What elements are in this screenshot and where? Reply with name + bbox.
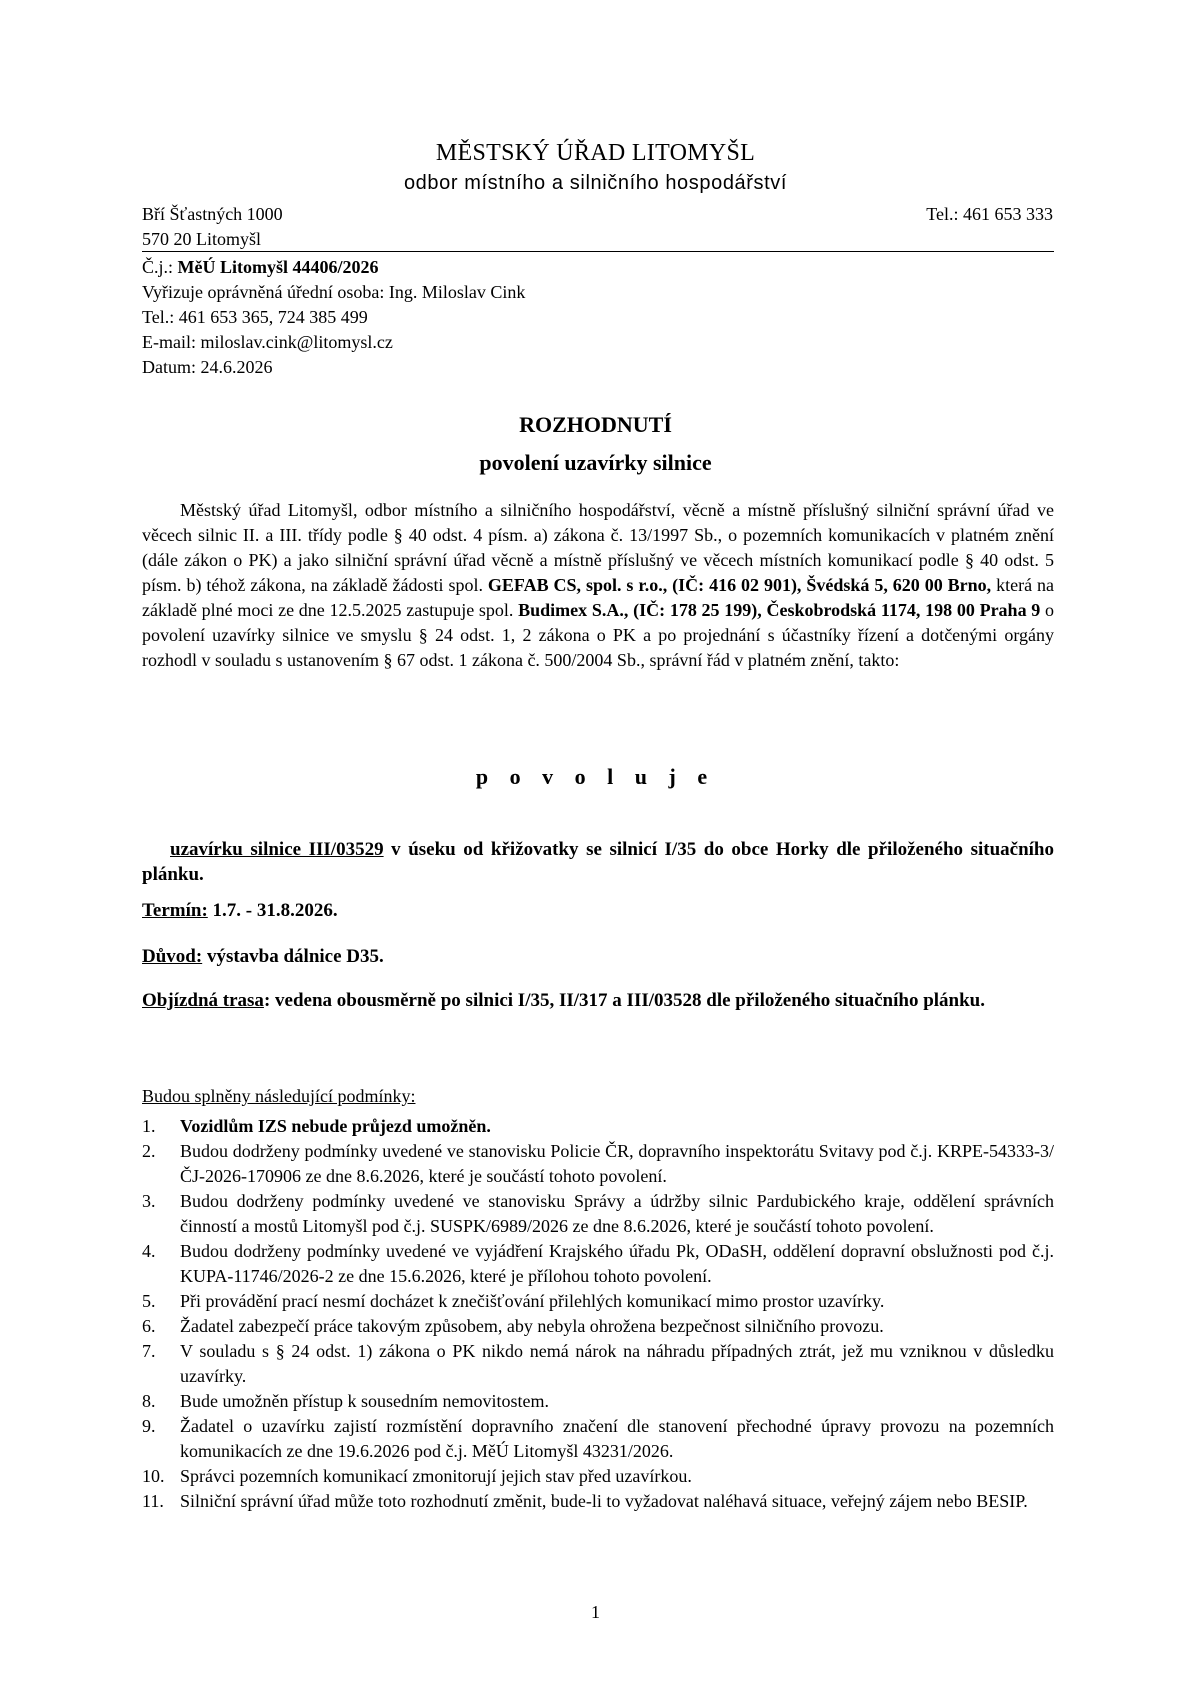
intro-text-1: Městský úřad Litomyšl, odbor místního a silničního hospodářství, věcně a místně příslušný silniční správní úřad ve věcech silnic II. a III. třídy podle § 40 odst. 4 písm. a) zákona č. 13/1997 Sb., o pozemních komunikacích v platném znění (dále zákon o PK) a jako silniční správní úřad věcně a místně příslušný ve věcech místních komunikací podle § 40 odst. 5 písm. b) téhož zákona, na základě žádosti spol.: [142, 500, 1054, 595]
address-city: 570 20 Litomyšl: [142, 229, 262, 249]
header-divider: [142, 251, 1054, 252]
represented-company: Budimex S.A., (IČ: 178 25 199), Českobrodská 1174, 198 00 Praha 9: [518, 600, 1041, 620]
condition-number: 9.: [142, 1416, 156, 1436]
address-street: Bří Šťastných 1000: [142, 204, 283, 224]
handler-email: E-mail: miloslav.cink@litomysl.cz: [142, 332, 393, 352]
office-name: MĚSTSKÝ ÚŘAD LITOMYŠL: [435, 140, 756, 166]
term-value: 1.7. - 31.8.2026.: [207, 900, 338, 921]
condition-item: [142, 1314, 1054, 1339]
condition-item: [142, 1464, 1054, 1489]
detour-value: : vedena obousměrně po silnici I/35, II/317 a III/03528 dle přiloženého situačního plánku.: [263, 990, 985, 1011]
verdict: p o v o l u j e: [475, 764, 716, 789]
closure-statement: [142, 837, 1054, 887]
intro-text-3: o povolení uzavírky silnice ve smyslu § 24 odst. 1, 2 zákona o PK a po projednání s účastníky řízení a dotčenými orgány rozhodl v souladu s ustanovením § 67 odst. 1 zákona č. 500/2004 Sb., správní řád v platném znění, takto:: [142, 600, 1055, 670]
condition-number: 1.: [142, 1116, 156, 1136]
condition-item: [142, 1289, 1054, 1314]
condition-item: [142, 1114, 1054, 1139]
decision-title: ROZHODNUTÍ: [519, 412, 672, 437]
reference-number: [142, 255, 525, 280]
condition-text: Žadatel o uzavírku zajistí rozmístění dopravního značení dle stanovení přechodné úpravy provozu na pozemních komunikacích ze dne 19.6.2026 pod č.j. MěÚ Litomyšl 43231/2026.: [180, 1416, 1054, 1461]
office-phone: Tel.: 461 653 333: [926, 204, 1053, 224]
closed-road: uzavírku silnice III/03529: [170, 839, 384, 860]
condition-number: 11.: [142, 1491, 164, 1511]
condition-item: [142, 1414, 1054, 1464]
handler-phone: Tel.: 461 653 365, 724 385 499: [142, 307, 368, 327]
handler: Vyřizuje oprávněná úřední osoba: Ing. Miloslav Cink: [142, 282, 526, 302]
detour: [142, 988, 1054, 1013]
office-address: [142, 202, 283, 252]
condition-text: Žadatel zabezpečí práce takovým způsobem, aby nebyla ohrožena bezpečnost silničního provozu.: [180, 1316, 884, 1336]
condition-number: 2.: [142, 1141, 156, 1161]
reason-label: Důvod:: [142, 946, 203, 967]
condition-text: Bude umožněn přístup k sousedním nemovitostem.: [180, 1391, 549, 1411]
reference-value: MěÚ Litomyšl 44406/2026: [177, 257, 379, 277]
condition-text: Správci pozemních komunikací zmonitorují jejich stav před uzavírkou.: [180, 1466, 692, 1486]
condition-number: 8.: [142, 1391, 156, 1411]
closure-section: v úseku od křižovatky se silnicí I/35 do obce Horky dle přiloženého situačního plánku.: [142, 839, 1054, 885]
condition-text: V souladu s § 24 odst. 1) zákona o PK nikdo nemá nárok na náhradu případných ztrát, jež mu vzniknou v důsledku uzavírky.: [180, 1341, 1054, 1386]
condition-text: Budou dodrženy podmínky uvedené ve stanovisku Policie ČR, dopravního inspektorátu Svitavy pod č.j. KRPE-54333-3/ČJ-2026-170906 ze dne 8.6.2026, které je součástí tohoto povolení.: [180, 1141, 1054, 1186]
document-date: Datum: 24.6.2026: [142, 357, 273, 377]
department-name: odbor místního a silničního hospodářství: [403, 172, 788, 194]
condition-text: Budou dodrženy podmínky uvedené ve vyjádření Krajského úřadu Pk, ODaSH, oddělení dopravní obslužnosti pod č.j. KUPA-11746/2026-2 ze dne 15.6.2026, které je přílohou tohoto povolení.: [180, 1241, 1054, 1286]
reference-label: Č.j.:: [142, 257, 178, 277]
intro-text-2: která na základě plné moci ze dne 12.5.2025 zastupuje spol.: [142, 575, 1055, 620]
page-number: 1: [591, 1602, 600, 1622]
document-meta: [142, 255, 525, 380]
reason: [142, 944, 1054, 969]
detour-label: Objízdná trasa: [142, 990, 264, 1011]
condition-item: [142, 1339, 1054, 1389]
conditions-list: [142, 1114, 1054, 1514]
condition-item: [142, 1189, 1054, 1239]
term-label: Termín:: [142, 900, 208, 921]
condition-text: Silniční správní úřad může toto rozhodnutí změnit, bude-li to vyžadovat naléhavá situace, veřejný zájem nebo BESIP.: [180, 1491, 1028, 1511]
term: [142, 898, 1054, 923]
condition-text: Při provádění prací nesmí docházet k znečišťování přilehlých komunikací mimo prostor uzavírky.: [180, 1291, 885, 1311]
condition-item: [142, 1139, 1054, 1189]
reason-value: výstavba dálnice D35.: [202, 946, 384, 967]
condition-text: Budou dodrženy podmínky uvedené ve stanovisku Správy a údržby silnic Pardubického kraje, oddělení správních činností a mostů Litomyšl pod č.j. SUSPK/6989/2026 ze dne 8.6.2026, které je součástí tohoto povolení.: [180, 1191, 1054, 1236]
condition-number: 3.: [142, 1191, 156, 1211]
condition-item: [142, 1389, 1054, 1414]
condition-text: Vozidlům IZS nebude průjezd umožněn.: [180, 1116, 491, 1136]
condition-item: [142, 1239, 1054, 1289]
condition-number: 7.: [142, 1341, 156, 1361]
intro-paragraph: [142, 498, 1054, 673]
condition-item: [142, 1489, 1054, 1514]
condition-number: 10.: [142, 1466, 165, 1486]
decision-subtitle: povolení uzavírky silnice: [479, 450, 712, 475]
conditions-heading: Budou splněny následující podmínky:: [142, 1086, 416, 1106]
condition-number: 6.: [142, 1316, 156, 1336]
condition-number: 5.: [142, 1291, 156, 1311]
condition-number: 4.: [142, 1241, 156, 1261]
applicant: GEFAB CS, spol. s r.o., (IČ: 416 02 901), Švédská 5, 620 00 Brno,: [487, 575, 992, 595]
